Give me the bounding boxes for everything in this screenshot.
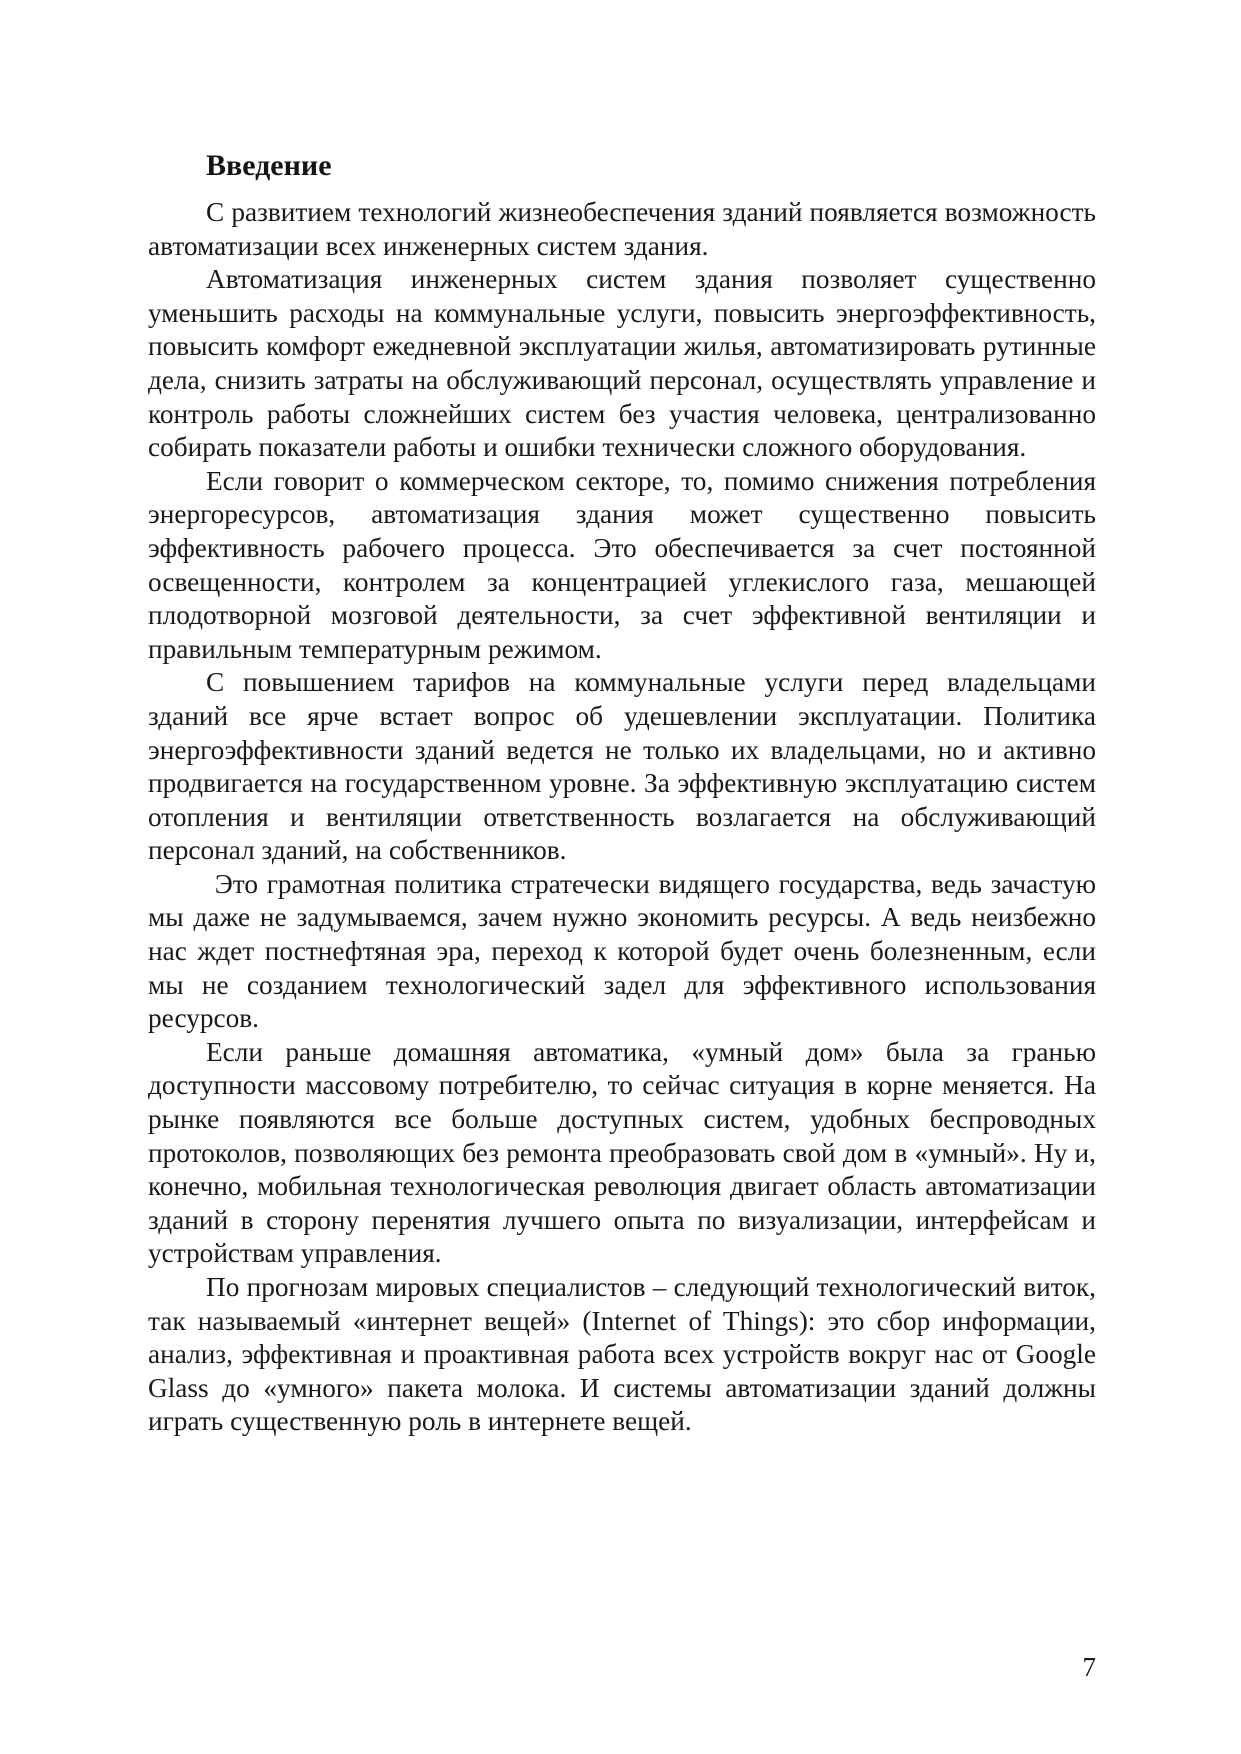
page-content xyxy=(148,148,1103,1439)
paragraph-6: Если раньше домашняя автоматика, «умный дом» была за гранью доступности массовому потребителю, то сейчас ситуация в корне меняется. На рынке появляются все больше доступных систем, удобных беспроводных протоколов, позволяющих без ремонта преобразовать свой дом в «умный». Ну и, конечно, мобильная технологическая революция двигает область автоматизации зданий в сторону перенятия лучшего опыта по визуализации, интерфейсам и устройствам управления. xyxy=(148,1036,1096,1269)
section-heading: Введение xyxy=(206,149,332,182)
paragraph-1: С развитием технологий жизнеобеспечения зданий появляется возможность автоматизации всех инженерных систем здания. xyxy=(148,197,1096,261)
paragraph-4: С повышением тарифов на коммунальные услуги перед владельцами зданий все ярче встает вопрос об удешевлении эксплуатации. Политика энергоэффективности зданий ведется не только их владельцами, но и активно продвигается на государственном уровне. За эффективную эксплуатацию систем отопления и вентиляции ответственность возлагается на обслуживающий персонал зданий, на собственников. xyxy=(148,667,1096,866)
paragraph-5: Это грамотная политика стратечески видящего государства, ведь зачастую мы даже не задумываемся, зачем нужно экономить ресурсы. А ведь неизбежно нас ждет постнефтяная эра, переход к которой будет очень болезненным, если мы не созданием технологический задел для эффективного использования ресурсов. xyxy=(148,868,1103,1034)
page-number: 7 xyxy=(1082,1652,1096,1682)
paragraph-2: Автоматизация инженерных систем здания позволяет существенно уменьшить расходы на коммунальные услуги, повысить энергоэффективность, повысить комфорт ежедневной эксплуатации жилья, автоматизировать рутинные дела, снизить затраты на обслуживающий персонал, осуществлять управление и контроль работы сложнейших систем без участия человека, централизованно собирать показатели работы и ошибки технически сложного оборудования. xyxy=(148,264,1096,463)
paragraph-3: Если говорит о коммерческом секторе, то, помимо снижения потребления энергоресурсов, автоматизация здания может существенно повысить эффективность рабочего процесса. Это обеспечивается за счет постоянной освещенности, контролем за концентрацией углекислого газа, мешающей плодотворной мозговой деятельности, за счет эффективной вентиляции и правильным температурным режимом. xyxy=(148,465,1096,664)
paragraph-7: По прогнозам мировых специалистов – следующий технологический виток, так называемый «интернет вещей» (Internet of Things): это сбор информации, анализ, эффективная и проактивная работа всех устройств вокруг нас от Google Glass до «умного» пакета молока. И системы автоматизации зданий должны играть существенную роль в интернете вещей. xyxy=(148,1272,1096,1437)
